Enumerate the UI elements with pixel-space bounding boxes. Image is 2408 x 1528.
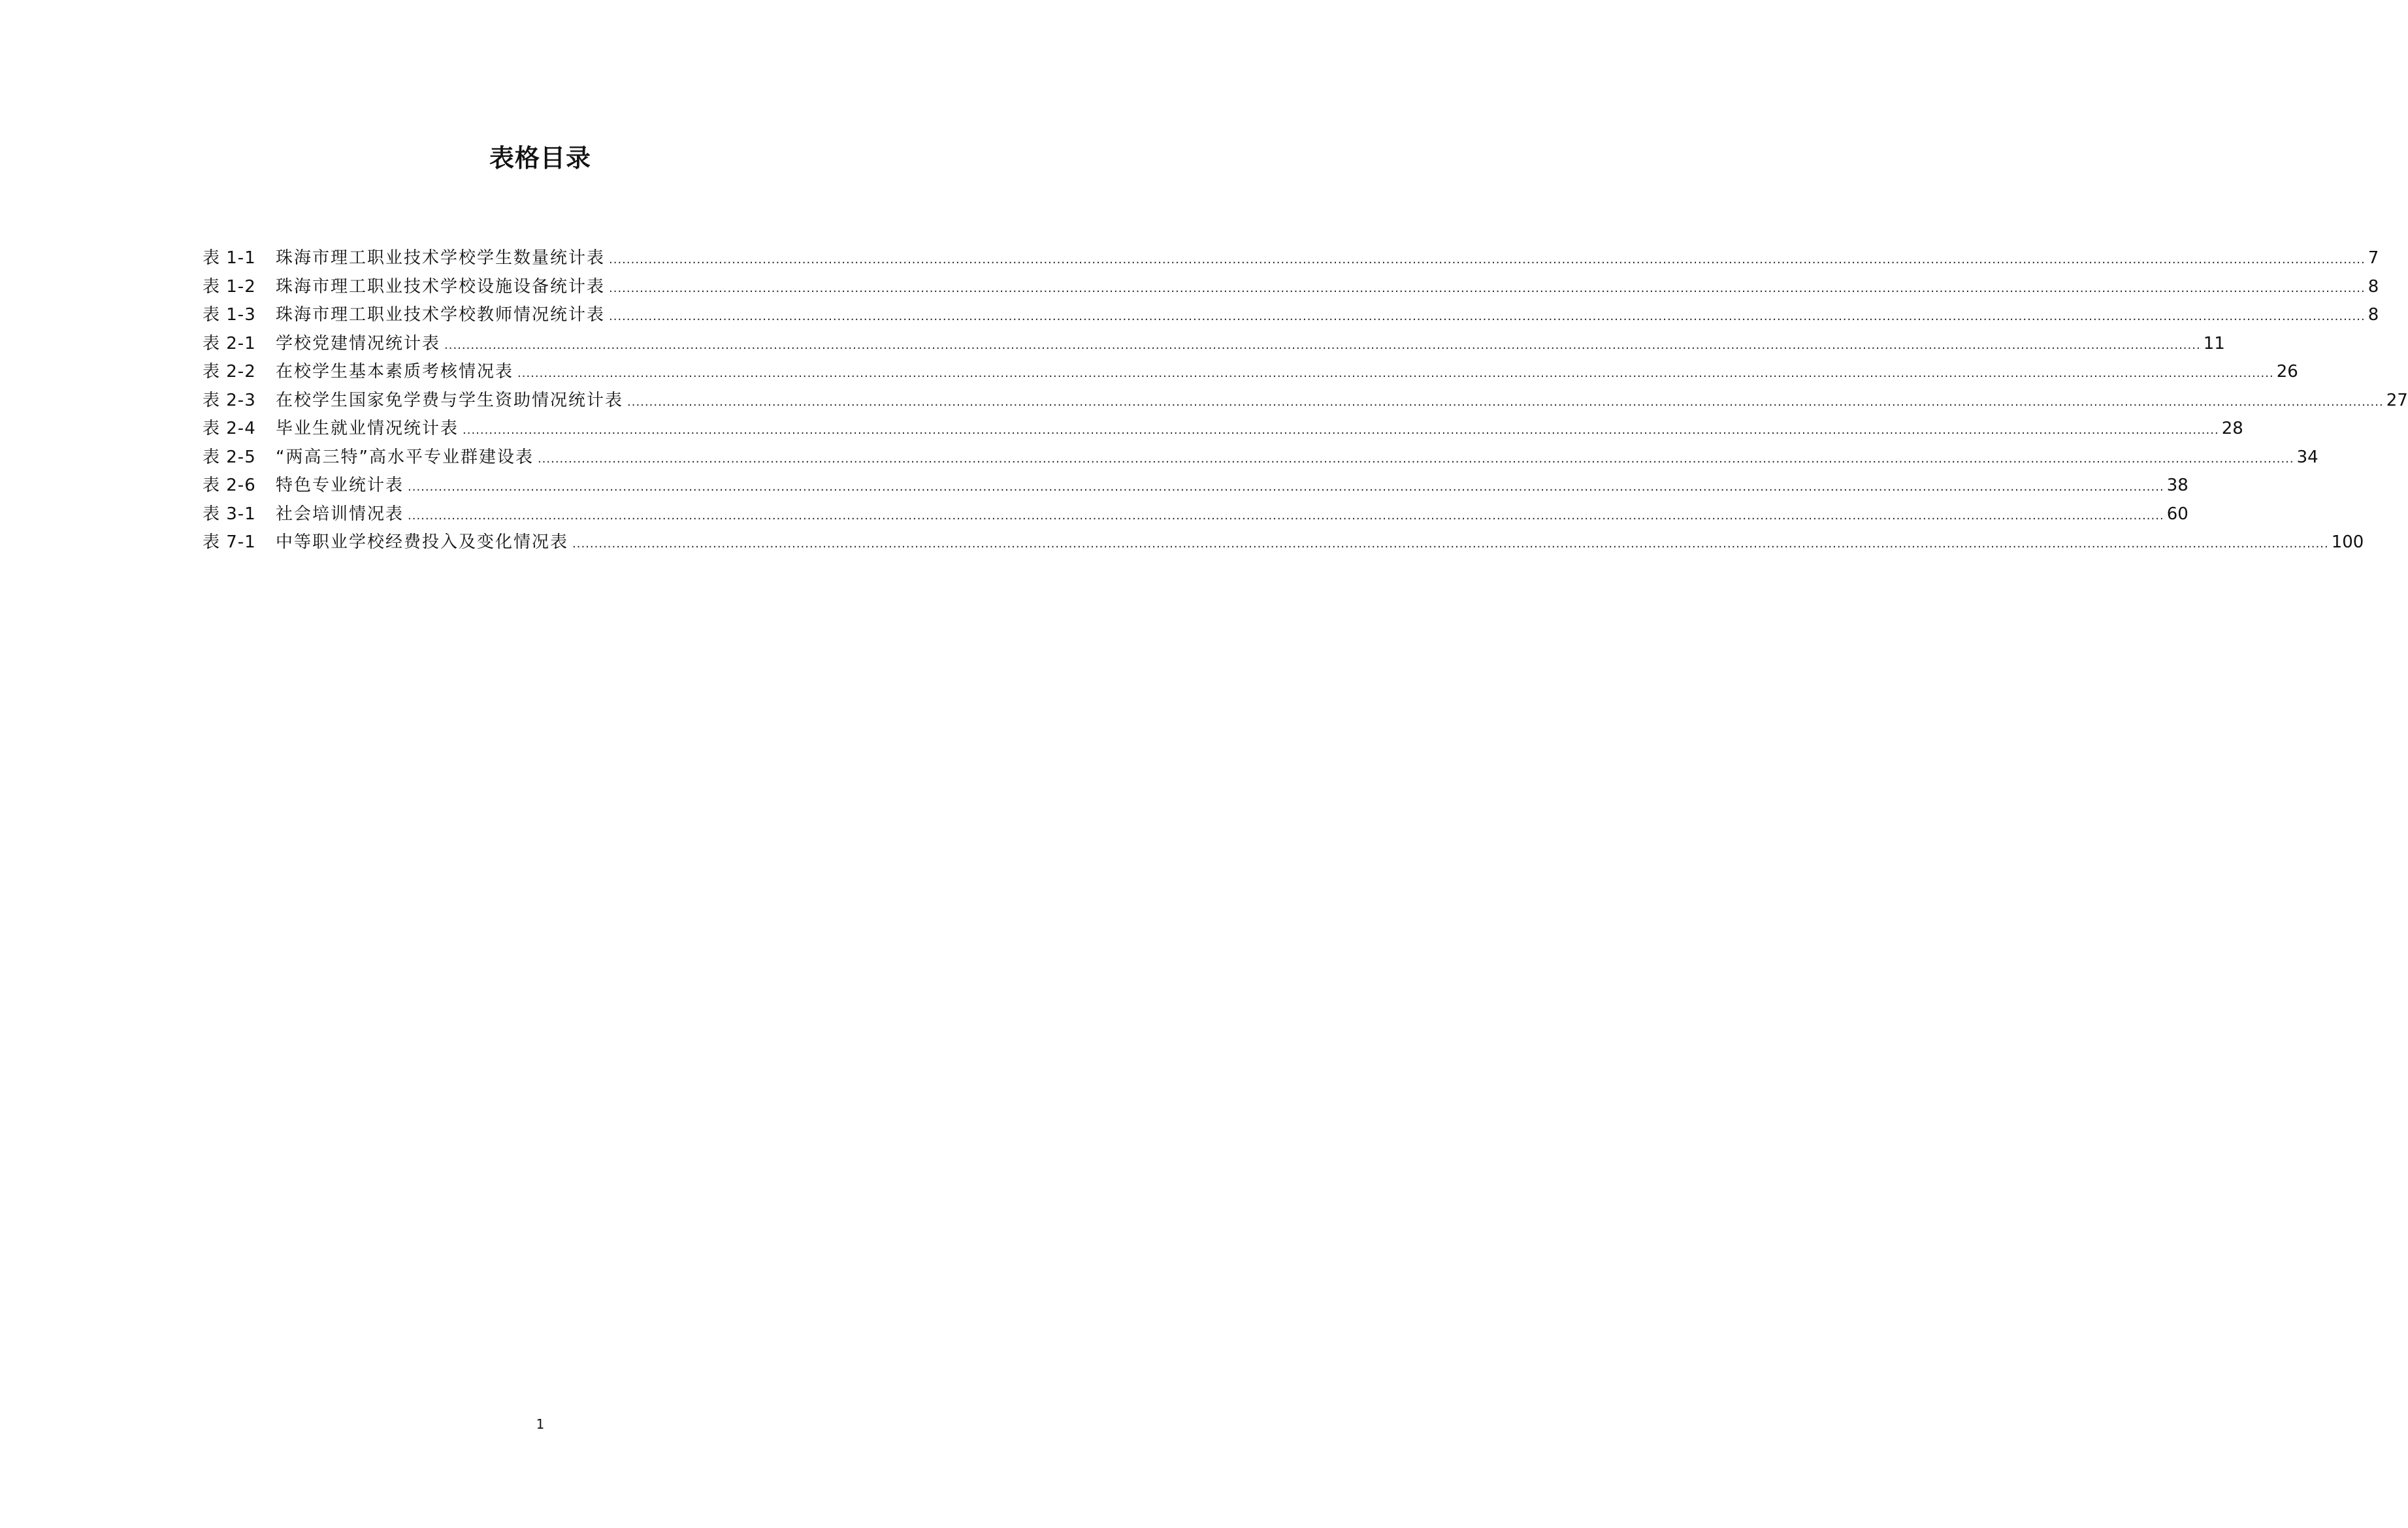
toc-entry-title: 社会培训情况表 <box>276 504 404 524</box>
toc-entry[interactable] <box>203 528 2364 557</box>
dot-leader: ................................................................................................................................................................................................................................................................................................................................................................................................................ <box>572 537 2329 551</box>
dot-leader: ................................................................................................................................................................................................................................................................................................................................................................................................................ <box>463 423 2219 437</box>
toc-entry[interactable] <box>203 244 2379 273</box>
page-number: 1 <box>536 1416 545 1432</box>
toc-entry-label: 表 2-3 <box>203 390 256 410</box>
toc-entry-page: 27 <box>2386 390 2408 410</box>
toc-entry[interactable] <box>203 444 2319 472</box>
table-of-contents <box>203 244 2408 557</box>
toc-entry-page: 11 <box>2203 333 2225 353</box>
toc-entry-label: 表 1-1 <box>203 248 256 268</box>
toc-entry-page: 60 <box>2166 504 2188 524</box>
dot-leader: ................................................................................................................................................................................................................................................................................................................................................................................................................ <box>609 253 2366 267</box>
toc-entry-title: 在校学生基本素质考核情况表 <box>276 362 514 382</box>
toc-entry-title: 珠海市理工职业技术学校设施设备统计表 <box>276 276 606 297</box>
toc-entry[interactable] <box>203 330 2225 359</box>
toc-entry-title: 毕业生就业情况统计表 <box>276 419 459 438</box>
toc-entry-title: 中等职业学校经费投入及变化情况表 <box>276 532 569 552</box>
toc-entry[interactable] <box>203 387 2408 415</box>
dot-leader: ................................................................................................................................................................................................................................................................................................................................................................................................................ <box>517 366 2274 380</box>
toc-entry-title: 珠海市理工职业技术学校教师情况统计表 <box>276 305 606 325</box>
dot-leader: ................................................................................................................................................................................................................................................................................................................................................................................................................ <box>609 281 2366 295</box>
toc-entry[interactable] <box>203 500 2188 529</box>
toc-entry-label: 表 2-5 <box>203 447 256 467</box>
toc-entry-label: 表 2-2 <box>203 362 256 382</box>
toc-entry-page: 26 <box>2276 362 2298 382</box>
toc-entry-title: 在校学生国家免学费与学生资助情况统计表 <box>276 390 624 410</box>
toc-entry-page: 100 <box>2331 532 2364 552</box>
dot-leader: ................................................................................................................................................................................................................................................................................................................................................................................................................ <box>408 508 2164 523</box>
toc-entry-label: 表 2-4 <box>203 419 256 438</box>
dot-leader: ................................................................................................................................................................................................................................................................................................................................................................................................................ <box>627 395 2384 409</box>
toc-entry-title: 珠海市理工职业技术学校学生数量统计表 <box>276 248 606 268</box>
toc-entry-page: 7 <box>2367 248 2379 268</box>
dot-leader: ................................................................................................................................................................................................................................................................................................................................................................................................................ <box>537 451 2294 466</box>
toc-entry[interactable] <box>203 358 2298 387</box>
toc-entry-page: 38 <box>2166 476 2188 495</box>
dot-leader: ................................................................................................................................................................................................................................................................................................................................................................................................................ <box>408 480 2164 494</box>
toc-entry-page: 28 <box>2221 419 2243 438</box>
toc-entry[interactable] <box>203 472 2188 500</box>
toc-entry-label: 表 2-6 <box>203 476 256 495</box>
toc-entry-title: 学校党建情况统计表 <box>276 333 441 353</box>
dot-leader: ................................................................................................................................................................................................................................................................................................................................................................................................................ <box>444 338 2201 352</box>
page-title: 表格目录 <box>489 144 591 172</box>
toc-entry[interactable] <box>203 301 2379 330</box>
toc-entry-page: 8 <box>2367 276 2379 297</box>
toc-entry-page: 34 <box>2296 447 2319 467</box>
toc-entry-label: 表 1-2 <box>203 276 256 297</box>
toc-entry-label: 表 7-1 <box>203 532 256 552</box>
toc-entry-label: 表 3-1 <box>203 504 256 524</box>
toc-entry-title: “两高三特”高水平专业群建设表 <box>276 447 534 467</box>
toc-entry[interactable] <box>203 415 2243 444</box>
toc-entry-label: 表 2-1 <box>203 333 256 353</box>
toc-entry-title: 特色专业统计表 <box>276 476 404 495</box>
dot-leader: ................................................................................................................................................................................................................................................................................................................................................................................................................ <box>609 310 2366 323</box>
toc-entry[interactable] <box>203 273 2379 302</box>
toc-entry-label: 表 1-3 <box>203 305 256 325</box>
toc-entry-page: 8 <box>2367 305 2379 325</box>
